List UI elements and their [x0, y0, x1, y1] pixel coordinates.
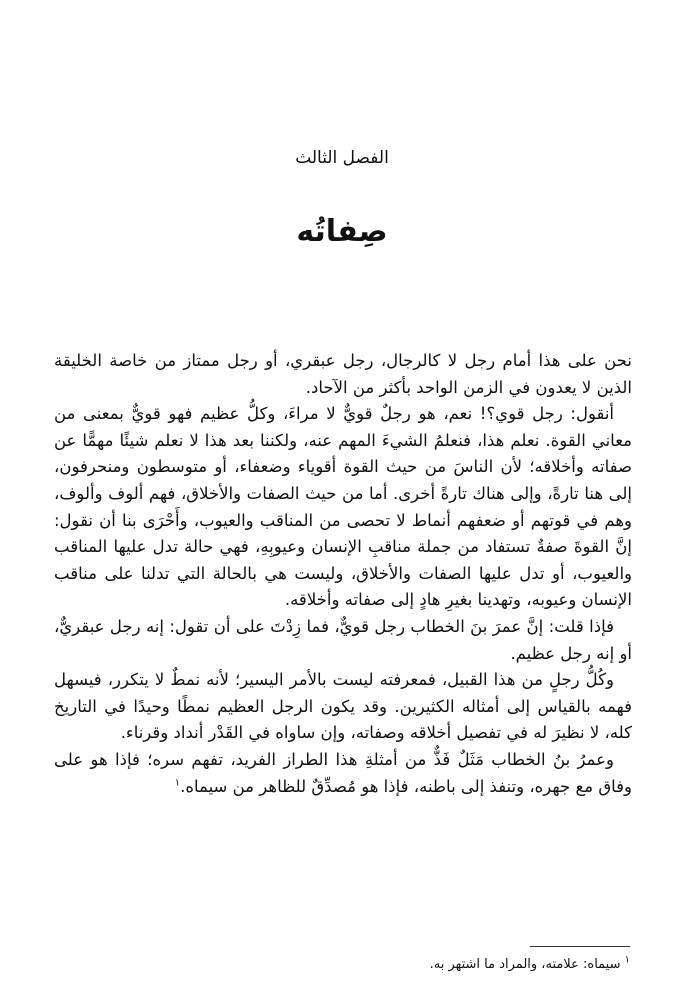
paragraph-with-footnote	[54, 747, 632, 800]
chapter-title: صِفاتُه	[296, 214, 388, 249]
chapter-number: الفصل الثالث	[295, 148, 389, 168]
footnote	[54, 954, 630, 972]
footnote-text: سيماه: علامته، والمراد ما اشتهر به.	[429, 957, 621, 972]
paragraph: وكُلُّ رجلٍ من هذا القبيل، فمعرفته ليست بالأمر اليسير؛ لأنه نمطٌ لا يتكرر، فيسهل فهمه بالقياس إلى أمثاله الكثيرين. وقد يكون الرجل العظيم نمطًا وحيدًا في التاريخ كله، لا نظيرَ له في تفصيل أخلاقه وصفاته، وإن ساواه في القَدْر أنداد وقرناء.	[54, 670, 632, 743]
body-text	[54, 348, 632, 800]
footnote-divider	[530, 946, 630, 947]
paragraph: فإذا قلت: إنَّ عمرَ بنَ الخطاب رجل قويٌّ، فما زِدْتَ على أن تقول: إنه رجل عبقريٌّ، أو إنه رجل عظيم.	[54, 616, 632, 663]
paragraph-text: وعمرُ بنُ الخطاب مَثَلٌ فَذٌّ من أمثلةِ هذا الطراز الفريد، تفهم سره؛ فإذا هو على وفاق مع جهره، وتنفذ إلى باطنه، فإذا هو مُصدِّقٌ للظاهر من سيماه.	[54, 749, 632, 796]
footnote-reference[interactable]: ١	[174, 777, 181, 788]
paragraph: أنقول: رجل قوي؟! نعم، هو رجلٌ قويٌّ لا مراءَ، وكلُّ عظيم فهو قويٌّ بمعنى من معاني القوة. نعلم هذا، فنعلمُ الشيءَ المهم عنه، ولكننا بعد هذا لا نعلم شيئًا مهمًّا عن صفاته وأخلاقه؛ لأن الناسَ من حيث القوة أقوياء وضعفاء، أو متوسطون ومنحرفون، إلى هنا تارةً، وإلى هناك تارةً أخرى. أما من حيث الصفات والأخلاق، فهم ألوف وألوف، وهم في قوتهم أو ضعفهم أنماط لا تحصى من المناقب والعيوب، وأَحْرَى بنا أن نقول: إنَّ القوةَ صفةٌ تستفاد من جملة مناقبِ الإنسان وعيوبِهِ، فهي حالة تدل عليها المناقب والعيوب، أو تدل عليها الصفات والأخلاق، وليست هي بالحالة التي تدلنا على مناقب الإنسان وعيوبه، وتهدينا بغيرِ هادٍ إلى صفاته وأخلاقه.	[54, 404, 632, 610]
paragraph: نحن على هذا أمام رجل لا كالرجال، رجل عبقري، أو رجل ممتاز من خاصة الخليقة الذين لا يعدون في الزمن الواحد بأكثر من الآحاد.	[54, 351, 632, 397]
footnote-marker: ١	[624, 954, 630, 966]
